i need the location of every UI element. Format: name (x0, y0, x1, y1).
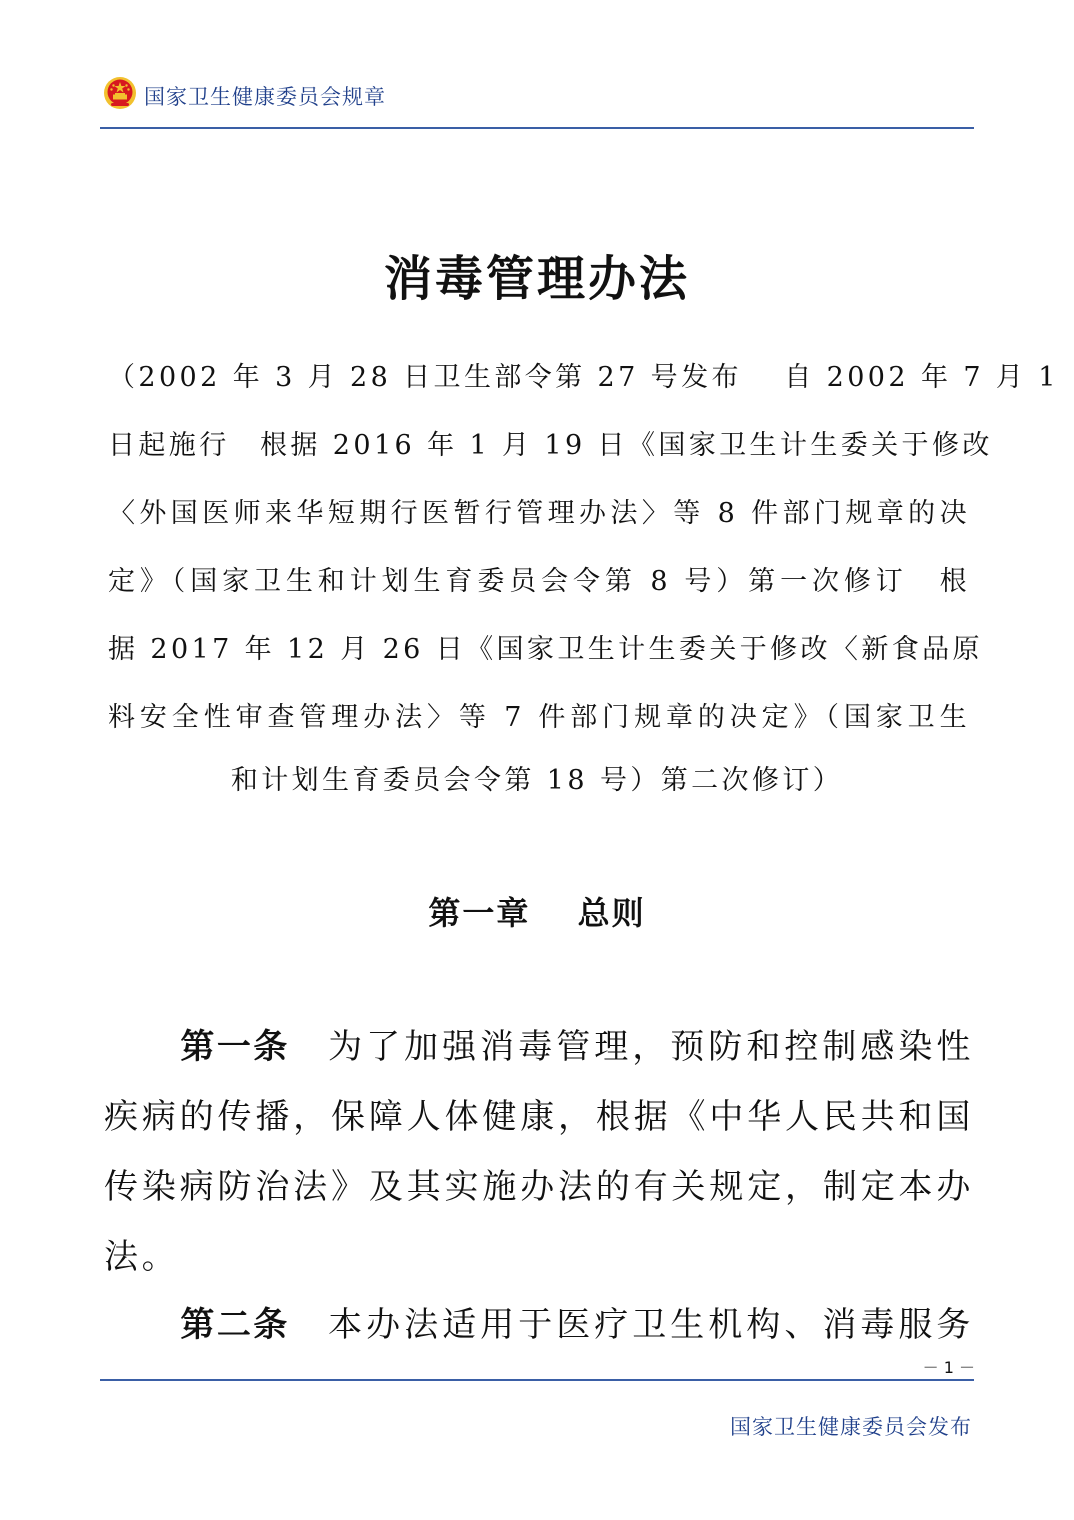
preamble-line: 料安全性审查管理办法〉等 7 件部门规章的决定》（国家卫生 (108, 702, 970, 733)
preamble-line: 日起施行 根据 2016 年 1 月 19 日《国家卫生计生委关于修改 (108, 430, 993, 461)
preamble-line: 据 2017 年 12 月 26 日《国家卫生计生委关于修改〈新食品原 (108, 634, 983, 665)
article-line (104, 1290, 974, 1360)
article-line: 传染病防治法》及其实施办法的有关规定，制定本办 (104, 1167, 974, 1207)
national-emblem-icon (103, 76, 137, 110)
article-text: 为了加强消毒管理，预防和控制感染性 (327, 1027, 975, 1067)
preamble-line: 定》（国家卫生和计划生育委员会令第 8 号）第一次修订 根 (108, 566, 970, 597)
article-line (104, 1012, 974, 1082)
article-line: 疾病的传播，保障人体健康，根据《中华人民共和国 (104, 1097, 974, 1137)
document-title: 消毒管理办法 (383, 251, 690, 307)
article-heading: 第一条 (180, 1027, 290, 1067)
chapter-heading: 第一章 总则 (428, 894, 646, 932)
article-text: 本办法适用于医疗卫生机构、消毒服务 (327, 1305, 975, 1345)
article-2 (104, 1290, 974, 1360)
preamble-line: 〈外国医师来华短期行医暂行管理办法〉等 8 件部门规章的决 (108, 498, 970, 529)
header-title: 国家卫生健康委员会规章 (144, 85, 386, 109)
page-number: － 1 － (922, 1358, 975, 1377)
page-header (100, 70, 974, 128)
article-heading: 第二条 (180, 1305, 290, 1345)
article-line: 法。 (104, 1237, 180, 1277)
preamble-line: 和计划生育委员会令第 18 号）第二次修订） (230, 765, 844, 796)
footer-divider (100, 1379, 974, 1381)
preamble-line: （2002 年 3 月 28 日卫生部令第 27 号发布 自 2002 年 7 月 1 (108, 362, 1059, 393)
footer-publisher: 国家卫生健康委员会发布 (730, 1415, 972, 1439)
article-1 (104, 1012, 974, 1292)
header-divider (100, 127, 974, 129)
document-preamble (108, 344, 1059, 752)
